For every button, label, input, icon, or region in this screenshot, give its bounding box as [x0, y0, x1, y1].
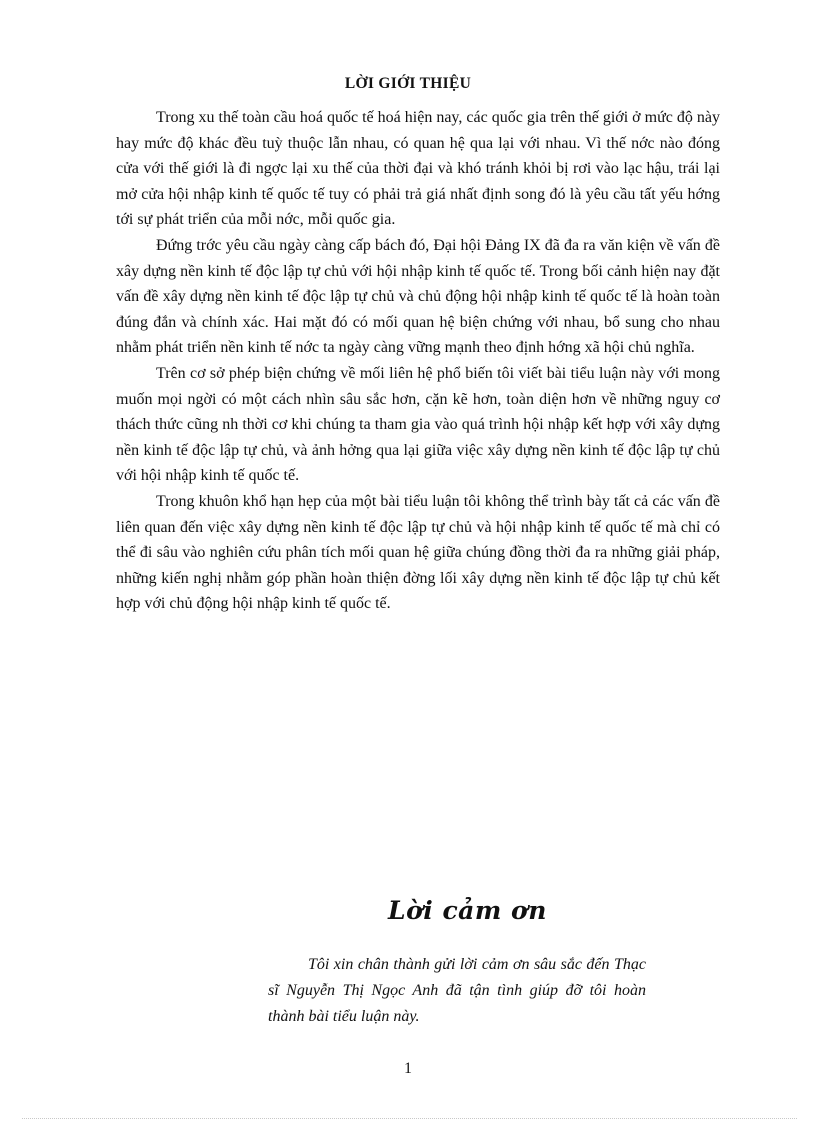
intro-paragraph-2: Đứng trớc yêu cầu ngày càng cấp bách đó, Đại hội Đảng IX đã đa ra văn kiện về vấn đề xây dựng nền kinh tế độc lập tự chủ với hội nhập kinh tế quốc tế. Trong bối cảnh hiện nay đặt vấn đề xây dựng nền kinh tế độc lập tự chủ và chủ động hội nhập kinh tế quốc tế là hoàn toàn đúng đắn và chính xác. Hai mặt đó có mối quan hệ biện chứng với nhau, bổ sung cho nhau nhằm phát triển nền kinh tế nớc ta ngày càng vững mạnh theo định hớng xã hội chủ nghĩa. [116, 236, 720, 357]
acknowledgement-title: Lời cảm ơn [388, 896, 547, 925]
intro-paragraph-1: Trong xu thế toàn cầu hoá quốc tế hoá hiện nay, các quốc gia trên thế giới ở mức độ này hay mức độ khác đều tuỳ thuộc lẫn nhau, có quan hệ qua lại với nhau. Vì thế nớc nào đóng cửa với thế giới là đi ngợc lại xu thế của thời đại và khó tránh khỏi bị rơi vào lạc hậu, trái lại mở cửa hội nhập kinh tế quốc tế tuy có phải trả giá nhất định song đó là yêu cầu tất yếu hớng tới sự phát triển của mỗi nớc, mỗi quốc gia. [116, 109, 720, 229]
page-number: 1 [404, 1060, 412, 1077]
footer-divider [22, 1118, 797, 1119]
introduction-body [116, 105, 720, 617]
page-title: LỜI GIỚI THIỆU [344, 75, 472, 92]
acknowledgement-text: Tôi xin chân thành gửi lời cảm ơn sâu sắc đến Thạc sĩ Nguyễn Thị Ngọc Anh đã tận tình giúp đỡ tôi hoàn thành bài tiểu luận này. [268, 956, 646, 1025]
intro-paragraph-4: Trong khuôn khổ hạn hẹp của một bài tiểu luận tôi không thể trình bày tất cả các vấn đề liên quan đến việc xây dựng nền kinh tế độc lập tự chủ và hội nhập kinh tế quốc tế mà chỉ có thể đi sâu vào nghiên cứu phân tích mối quan hệ giữa chúng đồng thời đa ra những giải pháp, những kiến nghị nhằm góp phần hoàn thiện đờng lối xây dựng nền kinh tế độc lập tự chủ kết hợp với chủ động hội nhập kinh tế quốc tế. [116, 492, 720, 613]
acknowledgement-body [268, 952, 646, 1030]
intro-paragraph-3: Trên cơ sở phép biện chứng về mối liên hệ phổ biến tôi viết bài tiểu luận này với mong muốn mọi ngời có một cách nhìn sâu sắc hơn, cặn kẽ hơn, toàn diện hơn về những nguy cơ thách thức cũng nh thời cơ khi chúng ta tham gia vào quá trình hội nhập kết hợp với xây dựng nền kinh tế độc lập tự chủ, và ảnh hởng qua lại giữa việc xây dựng nền kinh tế độc lập tự chủ với hội nhập kinh tế quốc tế. [116, 364, 720, 485]
